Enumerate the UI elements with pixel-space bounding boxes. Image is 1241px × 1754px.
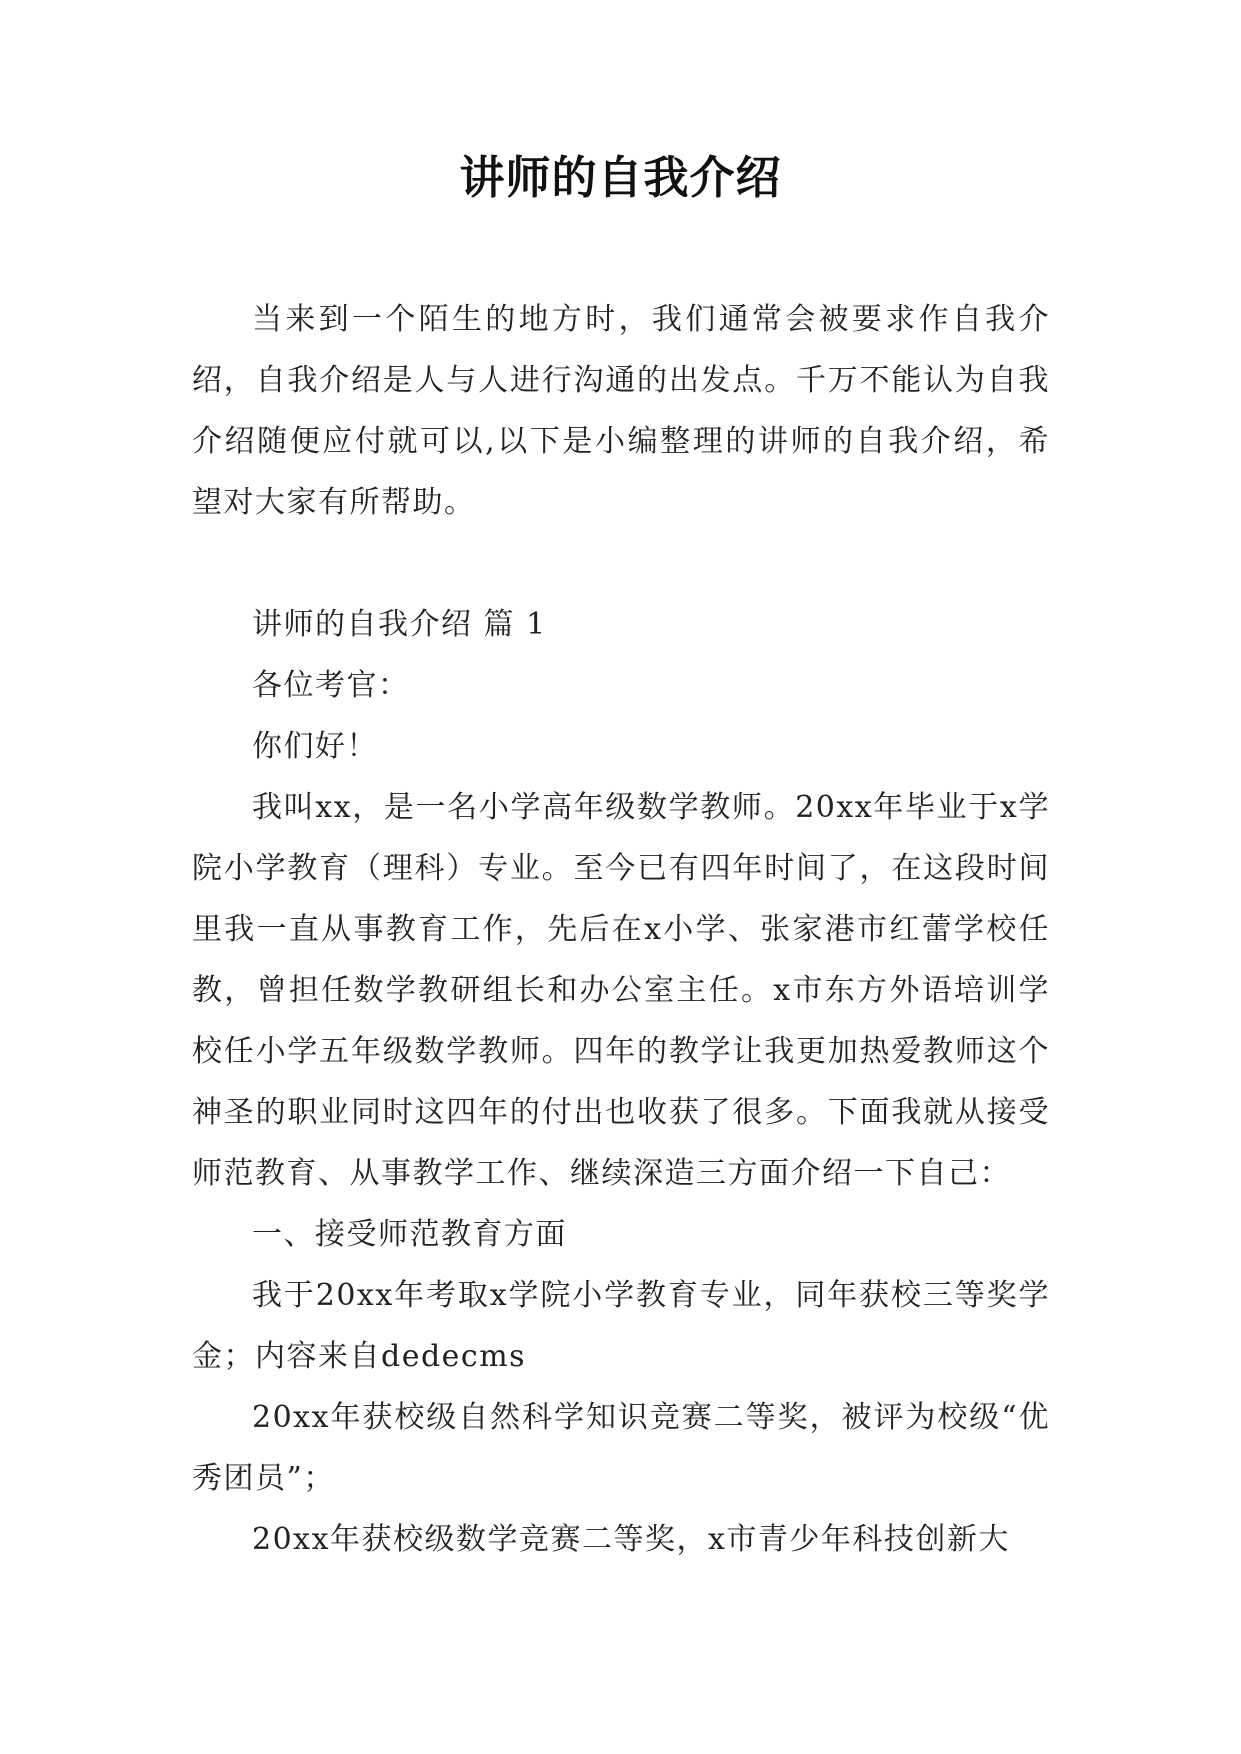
greeting: 你们好！ — [252, 729, 378, 764]
document-body — [192, 289, 1050, 1570]
body-paragraph: 20xx年获校级自然科学知识竞赛二等奖，被评为校级“优秀团员”； — [192, 1400, 1050, 1496]
body-paragraph: 20xx年获校级数学竞赛二等奖，x市青少年科技创新大 — [252, 1522, 1010, 1557]
intro-paragraph: 当来到一个陌生的地方时，我们通常会被要求作自我介绍，自我介绍是人与人进行沟通的出发点。千万不能认为自我介绍随便应付就可以,以下是小编整理的讲师的自我介绍，希望对大家有所帮助。 — [192, 302, 1050, 520]
body-paragraph: 我于20xx年考取x学院小学教育专业，同年获校三等奖学金；内容来自dedecms — [192, 1278, 1050, 1374]
paragraph-spacer — [192, 533, 1050, 594]
section-heading: 讲师的自我介绍 篇 1 — [252, 607, 547, 642]
salutation: 各位考官： — [252, 668, 410, 703]
body-paragraph: 我叫xx，是一名小学高年级数学教师。20xx年毕业于x学院小学教育（理科）专业。至今已有四年时间了，在这段时间里我一直从事教育工作，先后在x小学、张家港市红蕾学校任教，曾担任数学教研组长和办公室主任。x市东方外语培训学校任小学五年级数学教师。四年的教学让我更加热爱教师这个神圣的职业同时这四年的付出也收获了很多。下面我就从接受师范教育、从事教学工作、继续深造三方面介绍一下自己： — [192, 790, 1050, 1191]
document-title: 讲师的自我介绍 — [459, 151, 782, 204]
subsection-heading: 一、接受师范教育方面 — [252, 1217, 567, 1252]
